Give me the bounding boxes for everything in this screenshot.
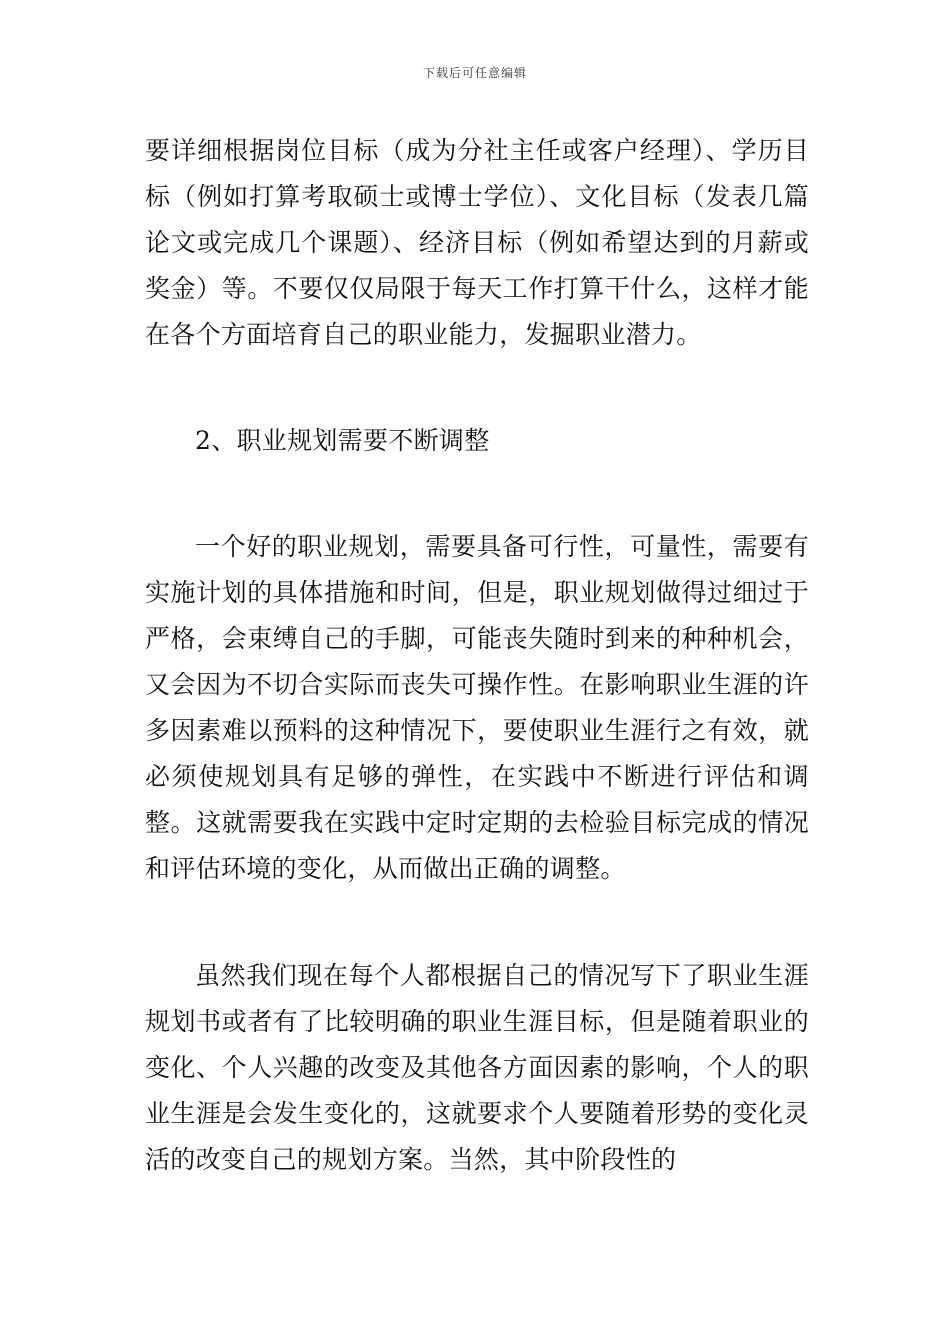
section-heading: 2、职业规划需要不断调整	[195, 426, 490, 455]
paragraph-flexibility: 虽然我们现在每个人都根据自己的情况写下了职业生涯规划书或者有了比较明确的职业生涯目标，但是随着职业的变化、个人兴趣的改变及其他各方面因素的影响，个人的职业生涯是会发生变化的，这就要求个人要随着形势的变化灵活的改变自己的规划方案。当然，其中阶段性的	[145, 961, 809, 1174]
paragraph-adjustment: 一个好的职业规划，需要具备可行性，可量性，需要有实施计划的具体措施和时间，但是，职业规划做得过细过于严格，会束缚自己的手脚，可能丧失随时到来的种种机会，又会因为不切合实际而丧失可操作性。在影响职业生涯的许多因素难以预料的这种情况下，要使职业生涯行之有效，就必须使规划具有足够的弹性，在实践中不断进行评估和调整。这就需要我在实践中定时定期的去检验目标完成的情况和评估环境的变化，从而做出正确的调整。	[145, 532, 809, 883]
page-header: 下载后可任意编辑	[422, 66, 527, 80]
document-body	[145, 128, 809, 1183]
paragraph-goals: 要详细根据岗位目标（成为分社主任或客户经理）、学历目标（例如打算考取硕士或博士学位）、文化目标（发表几篇论文或完成几个课题）、经济目标（例如希望达到的月薪或奖金）等。不要仅仅局限于每天工作打算干什么，这样才能在各个方面培育自己的职业能力，发掘职业潜力。	[145, 136, 809, 349]
